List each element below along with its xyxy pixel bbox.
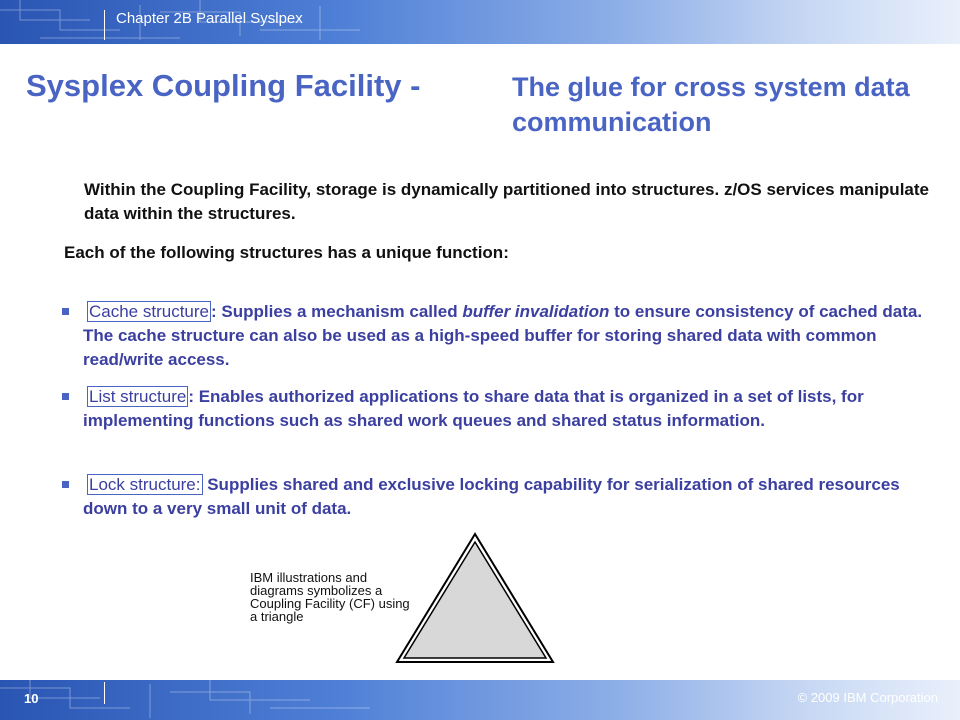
term-list-structure: List structure <box>89 387 187 406</box>
intro-paragraph: Within the Coupling Facility, storage is dynamically partitioned into structures. z/OS services manipulate data within the structures. <box>84 180 929 223</box>
term-lock-structure: Lock structure: <box>89 475 201 494</box>
slide-title: Sysplex Coupling Facility - <box>26 68 421 103</box>
emphasis-text: buffer invalidation <box>462 302 610 321</box>
bullet-text: : Supplies a mechanism called <box>211 302 463 321</box>
chapter-label: Chapter 2B Parallel Syslpex <box>116 10 303 27</box>
slide-subtitle: The glue for cross system data communication <box>512 72 910 137</box>
term-cache-structure: Cache structure <box>89 302 209 321</box>
bullet-cache-structure <box>62 300 942 372</box>
page-number: 10 <box>24 691 39 706</box>
footer-divider <box>104 682 105 704</box>
copyright-text: © 2009 IBM Corporation <box>797 690 938 705</box>
footer-banner <box>0 680 960 720</box>
bullet-text: : Enables authorized applications to share data that is organized in a set of lists, for implementing functions such as shared work queues and shared status information. <box>83 387 864 430</box>
bullet-list-structure <box>62 385 942 433</box>
square-bullet-icon <box>62 393 69 400</box>
bullet-text: Supplies shared and exclusive locking capability for serialization of shared resources down to a very small unit of data. <box>83 475 900 518</box>
circuit-pattern-decoration <box>0 680 420 720</box>
square-bullet-icon <box>62 481 69 488</box>
intro-lead: Each of the following structures has a unique function: <box>64 243 509 262</box>
header-divider <box>104 10 105 40</box>
bullet-lock-structure <box>62 473 942 521</box>
square-bullet-icon <box>62 308 69 315</box>
header-banner <box>0 0 960 44</box>
triangle-caption: IBM illustrations and diagrams symbolizes a Coupling Facility (CF) using a triangle <box>250 570 410 624</box>
coupling-facility-triangle-icon <box>395 532 555 664</box>
bullet-text-cont: to ensure consistency of cached data. The cache structure can also be used as a high-speed buffer for storing shared data with common read/write access. <box>83 302 923 369</box>
